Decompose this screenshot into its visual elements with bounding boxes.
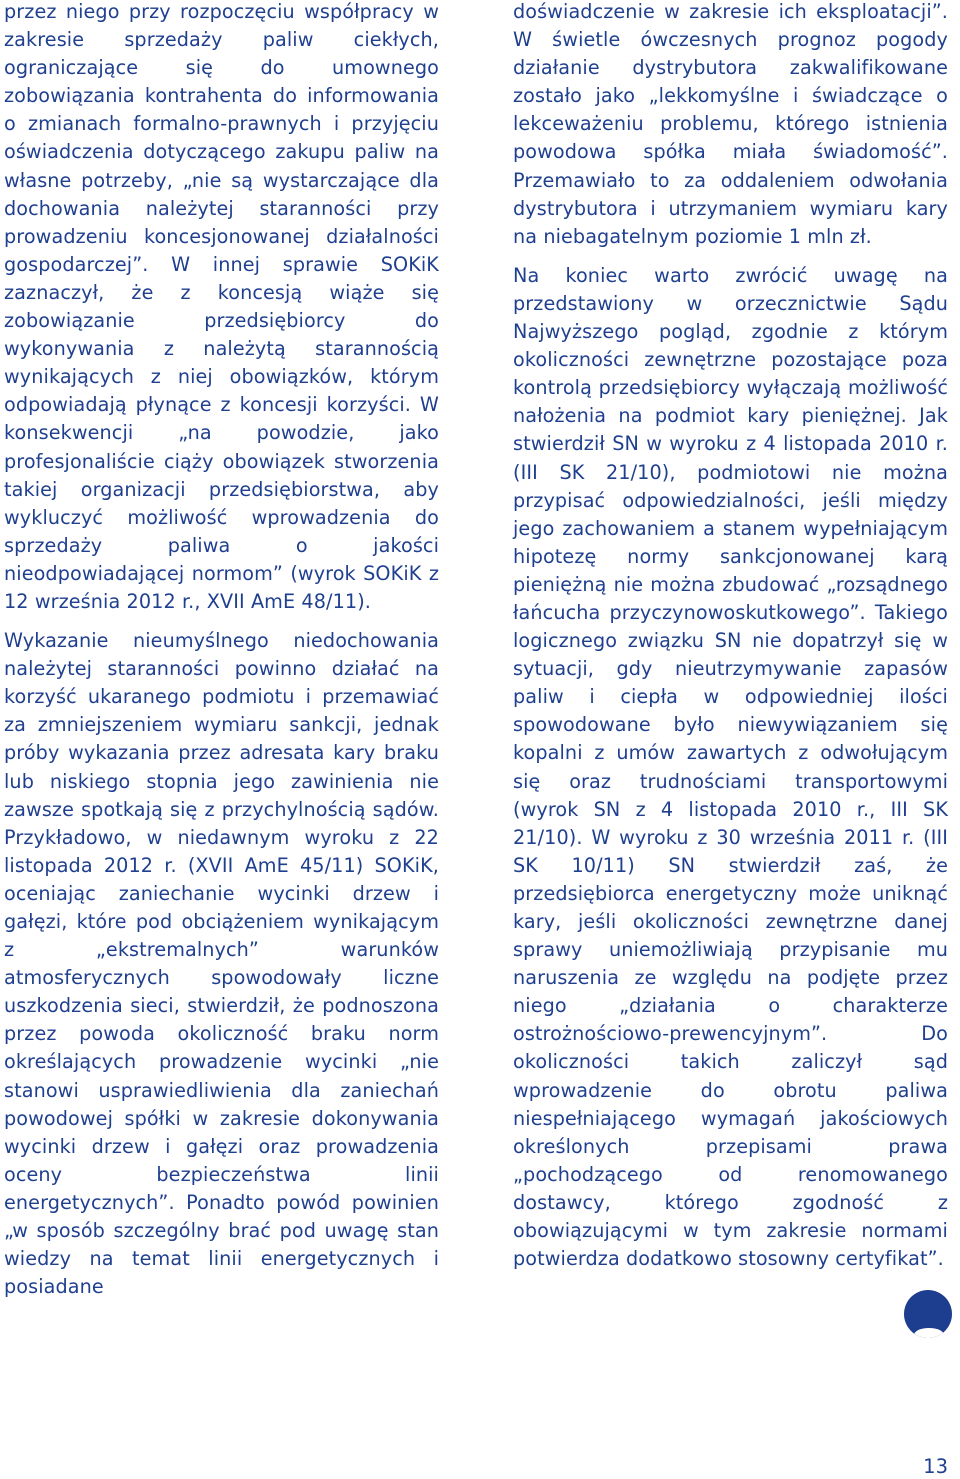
- page-number: 13: [923, 1455, 948, 1478]
- left-paragraph-2: Wykazanie nieumyślnego niedochowania należytej staranności powinno działać na korzyść ukaranego podmiotu i przemawiać za zmniejszeniem wymiaru sankcji, jednak próby wykazania przez adresata kary braku lub niskiego stopnia jego zawinienia nie zawsze spotkają się z przychylnością sądów. Przykładowo, w niedawnym wyroku z 22 listopada 2012 r. (XVII AmE 45/11) SOKiK, oceniając zaniechanie wycinki drzew i gałęzi, które pod obciążeniem wynikającym z „ekstremalnych” warunków atmosferycznych spowodowały liczne uszkodzenia sieci, stwierdził, że podnoszona przez powoda okoliczność braku norm określających prowadzenie wycinki „nie stanowi usprawiedliwienia dla zaniechań powodowej spółki w zakresie dokonywania wycinki drzew i gałęzi oraz prowadzenia oceny bezpieczeństwa linii energetycznych”. Ponadto powód powinien „w sposób szczególny brać pod uwagę stan wiedzy na temat linii energetycznych i posiadane: [4, 629, 439, 1299]
- decorative-circle-icon: [904, 1290, 952, 1338]
- right-paragraph-2: Na koniec warto zwrócić uwagę na przedstawiony w orzecznictwie Sądu Najwyższego pogląd, zgodnie z którym okoliczności zewnętrzne pozostające poza kontrolą przedsiębiorcy wyłączają możliwość nałożenia na podmiot kary pieniężnej. Jak stwierdził SN w wyroku z 4 listopada 2010 r. (III SK 21/10), podmiotowi nie można przypisać odpowiedzialności, jeśli między jego zachowaniem a stanem wypełniającym hipotezę normy sankcjonowanej karą pieniężną nie można zbudować „rozsądnego łańcucha przyczynowoskutkowego”. Takiego logicznego związku SN nie dopatrzył się w sytuacji, gdy nieutrzymywanie zapasów paliw i ciepła w odpowiedniej ilości spowodowane było niewywiązaniem się kopalni z umów zawartych z odwołującym się oraz trudnościami transportowymi (wyrok SN z 4 listopada 2010 r., III SK 21/10). W wyroku z 30 września 2011 r. (III SK 10/11) SN stwierdził zaś, że przedsiębiorca energetyczny może uniknąć kary, jeśli okoliczności zewnętrzne danej sprawy uniemożliwiają przypisanie mu naruszenia ze względu na podjęte przez niego „działania o charakterze ostrożnościowo-prewencyjnym”. Do okoliczności takich zaliczył sąd wprowadzenie do obrotu paliwa niespełniającego wymagań jakościowych określonych przepisami prawa „pochodzącego od renomowanego dostawcy, którego zgodność z obowiązującymi w tym zakresie normami potwierdza dodatkowo stosowny certyfikat”.: [513, 263, 948, 1271]
- left-paragraph-1: przez niego przy rozpoczęciu współpracy w zakresie sprzedaży paliw ciekłych, ograniczające się do umownego zobowiązania kontrahenta do informowania o zmianach formalno-prawnych i przyjęciu oświadczenia dotyczącego zakupu paliw na własne potrzeby, „nie są wystarczające dla dochowania należytej staranności przy prowadzeniu koncesjonowanej działalności gospodarczej”. W innej sprawie SOKiK zaznaczył, że z koncesją wiąże się zobowiązanie przedsiębiorcy do wykonywania z należytą starannością wynikających z niej obowiązków, którym odpowiadają płynące z koncesji korzyści. W konsekwencji „na powodzie, jako profesjonaliście ciąży obowiązek stworzenia takiej organizacji przedsiębiorstwa, aby wykluczyć możliwość wprowadzenia do sprzedaży paliwa o jakości nieodpowiadającej normom” (wyrok SOKiK z 12 września 2012 r., XVII AmE 48/11).: [4, 0, 439, 613]
- left-text-column: [4, 0, 439, 1312]
- right-paragraph-1: doświadczenie w zakresie ich eksploatacji”. W świetle ówczesnych prognoz pogody działanie dystrybutora zakwalifikowane zostało jako „lekkomyślne i świadczące o lekceważeniu problemu, którego istnienia powodowa spółka miała świadomość”. Przemawiało to za oddaleniem odwołania dystrybutora i utrzymaniem wymiaru kary na niebagatelnym poziomie 1 mln zł.: [513, 0, 948, 248]
- right-text-column: [513, 0, 948, 1284]
